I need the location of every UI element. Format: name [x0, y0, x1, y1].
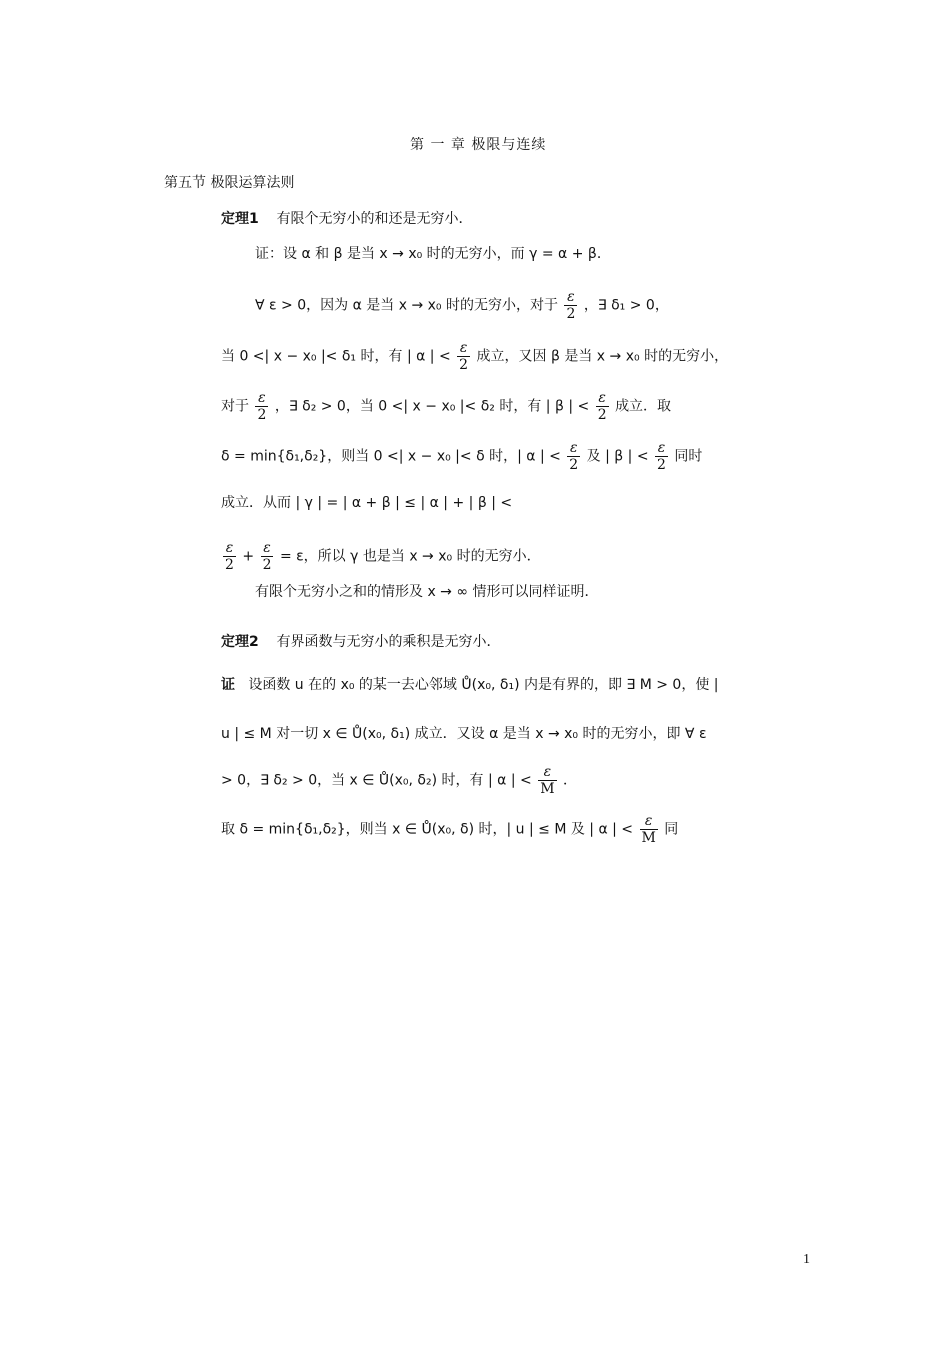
- proof1-line-1: 证：设 α 和 β 是当 x → x₀ 时的无穷小，而 γ = α + β．: [255, 246, 611, 262]
- numerator: ε: [564, 289, 577, 306]
- fraction-eps-over-2: [655, 440, 668, 473]
- fraction-eps-over-2: [596, 390, 609, 423]
- proof1-line-5: [221, 440, 702, 473]
- denominator: 2: [257, 407, 267, 424]
- theorem2-label: 定理2: [221, 634, 259, 650]
- fraction-eps-over-M: [538, 764, 556, 797]
- fraction-eps-over-2: [457, 340, 470, 373]
- proof2-line-1: [221, 678, 719, 692]
- theorem1-statement: 有限个无穷小的和还是无穷小．: [276, 211, 473, 227]
- proof2-label: 证: [221, 677, 235, 693]
- text: 取 δ = min{δ₁,δ₂}，则当 x ∈ Ů(x₀, δ) 时，| u | ≤ M 及 | α | <: [221, 821, 634, 838]
- numerator: ε: [223, 540, 236, 557]
- fraction-eps-over-2: [261, 540, 274, 573]
- denominator: 2: [262, 557, 272, 574]
- numerator: ε: [255, 390, 268, 407]
- text: > 0，∃ δ₂ > 0，当 x ∈ Ů(x₀, δ₂) 时，有 | α | <: [221, 772, 532, 789]
- text: 成立，又因 β 是当 x → x₀ 时的无穷小，: [476, 348, 729, 365]
- theorem1-label: 定理1: [221, 211, 259, 227]
- text: ，∃ δ₁ > 0，: [583, 297, 669, 314]
- denominator: 2: [459, 357, 469, 374]
- fraction-eps-over-2: [564, 289, 577, 322]
- text: 同: [664, 821, 679, 838]
- section-title: 第五节 极限运算法则: [164, 175, 295, 191]
- text: ．: [562, 772, 577, 789]
- numerator: ε: [567, 440, 580, 457]
- page-number: 1: [803, 1252, 810, 1267]
- proof1-line-4: [221, 390, 671, 423]
- denominator: M: [540, 781, 555, 798]
- proof1-line-3: [221, 340, 728, 373]
- denominator: 2: [597, 407, 607, 424]
- plus-sign: +: [242, 548, 255, 565]
- fraction-eps-over-2: [567, 440, 580, 473]
- proof1-line-6: 成立．从而 | γ | = | α + β | ≤ | α | + | β | <: [221, 495, 513, 511]
- proof2-line-3: [221, 764, 577, 797]
- theorem1: [221, 212, 473, 226]
- text: ，∃ δ₂ > 0，当 0 <| x − x₀ |< δ₂ 时，有 | β | <: [274, 398, 590, 415]
- numerator: ε: [538, 764, 556, 781]
- denominator: 2: [225, 557, 234, 574]
- text: 对于: [221, 398, 249, 415]
- denominator: M: [641, 830, 656, 847]
- fraction-eps-over-2: [255, 390, 268, 423]
- numerator: ε: [457, 340, 470, 357]
- denominator: 2: [566, 306, 576, 323]
- numerator: ε: [261, 540, 274, 557]
- proof1-line-8: 有限个无穷小之和的情形及 x → ∞ 情形可以同样证明．: [255, 584, 599, 600]
- text: = ε，所以 γ 也是当 x → x₀ 时的无穷小．: [279, 548, 541, 565]
- text: ∀ ε > 0，因为 α 是当 x → x₀ 时的无穷小，对于: [255, 297, 558, 314]
- denominator: 2: [569, 457, 579, 474]
- theorem2: [221, 635, 501, 649]
- proof1-line-2: [255, 289, 669, 322]
- proof2-line-4: [221, 813, 678, 846]
- proof2-line-2: u | ≤ M 对一切 x ∈ Ů(x₀, δ₁) 成立．又设 α 是当 x → x₀ 时的无穷小，即 ∀ ε: [221, 726, 707, 742]
- text: 当 0 <| x − x₀ |< δ₁ 时，有 | α | <: [221, 348, 451, 365]
- text: 同时: [674, 448, 703, 465]
- text: 成立．取: [615, 398, 672, 415]
- proof1-line-7: [221, 540, 541, 573]
- numerator: ε: [640, 813, 658, 830]
- denominator: 2: [657, 457, 666, 474]
- numerator: ε: [655, 440, 668, 457]
- text: 设函数 u 在的 x₀ 的某一去心邻域 Ů(x₀, δ₁) 内是有界的，即 ∃ M > 0，使 |: [248, 677, 719, 693]
- numerator: ε: [596, 390, 609, 407]
- text: δ = min{δ₁,δ₂}，则当 0 <| x − x₀ |< δ 时，| α | <: [221, 448, 561, 465]
- fraction-eps-over-M: [640, 813, 658, 846]
- text: 及 | β | <: [586, 448, 649, 465]
- chapter-title: 第 一 章 极限与连续: [410, 137, 547, 153]
- fraction-eps-over-2: [223, 540, 236, 573]
- theorem2-statement: 有界函数与无穷小的乘积是无穷小．: [276, 634, 501, 650]
